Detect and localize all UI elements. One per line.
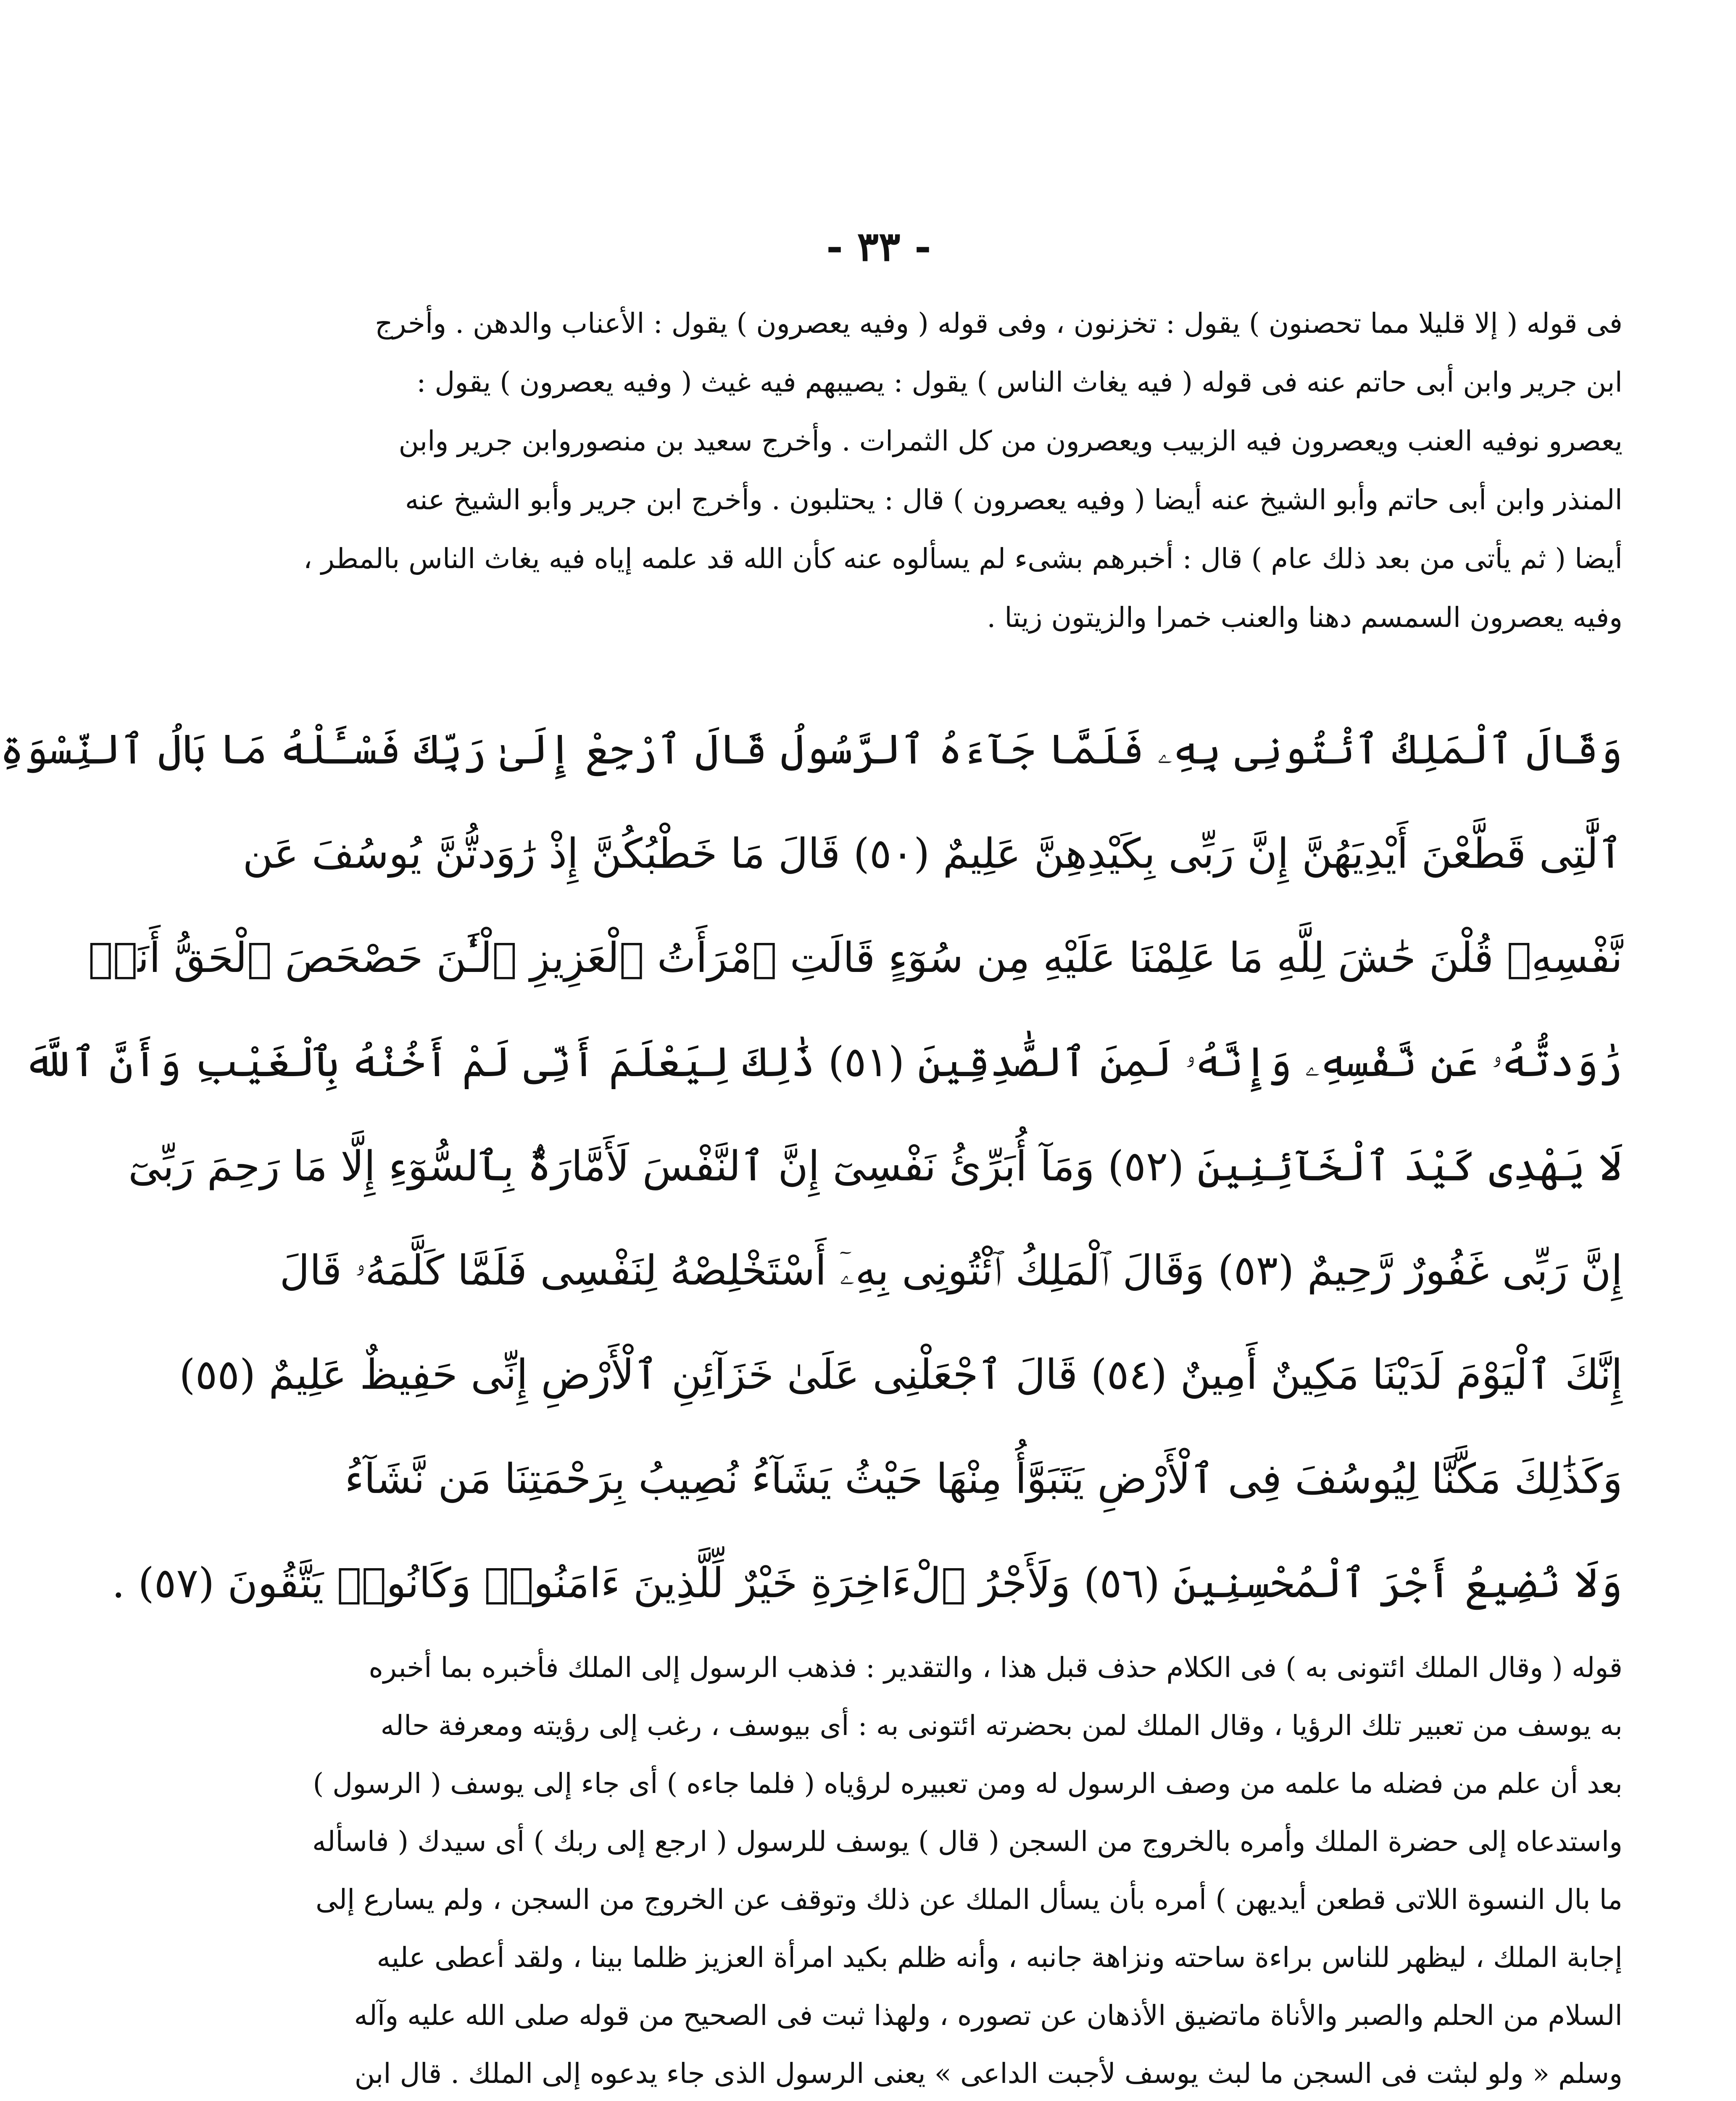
top-commentary — [185, 294, 1623, 647]
commentary-line: إجابة الملك ، ليظهر للناس براءة ساحته ونزاهة جانبه ، وأنه ظلم بكيد امرأة العزيز ظلما بينا ، ولقد أعطى عليه — [377, 1941, 1623, 1974]
verse-line: نَّفْسِهِۦ قُلْنَ حَٰشَ لِلَّهِ مَا عَلِمْنَا عَلَيْهِ مِن سُوٓءٍ قَالَتِ ٱمْرَأَتُ ٱلْعَزِيزِ ٱلْـَٰٔنَ حَصْحَصَ ٱلْحَقُّ أَنَا۠ — [88, 934, 1623, 982]
verse-line: لَا يَهْدِى كَيْدَ ٱلْخَآئِنِينَ (٥٢) وَمَآ أُبَرِّئُ نَفْسِىٓ إِنَّ ٱلنَّفْسَ لَأَمَّارَةٌۢ بِٱلسُّوٓءِ إِلَّا مَا رَحِمَ رَبِّىٓ — [128, 1143, 1623, 1190]
commentary-line: بعد أن علم من فضله ما علمه من وصف الرسول له ومن تعبيره لرؤياه ( فلما جاءه ) أى جاء إلى يوسف ( الرسول ) — [313, 1767, 1623, 1800]
page-number: - ٣٣ - — [826, 223, 931, 270]
verse-line: وَلَا نُضِيعُ أَجْرَ ٱلْمُحْسِنِينَ (٥٦) وَلَأَجْرُ ٱلْءَاخِرَةِ خَيْرٌ لِّلَّذِينَ ءَامَنُوا۟ وَكَانُوا۟ يَتَّقُونَ (٥٧) . — [112, 1559, 1623, 1607]
commentary-line: المنذر وابن أبى حاتم وأبو الشيخ عنه أيضا ( وفيه يعصرون ) قال : يحتلبون . وأخرج ابن جرير وأبو الشيخ عنه — [405, 484, 1623, 516]
commentary-line: وفيه يعصرون السمسم دهنا والعنب خمرا والزيتون زيتا . — [987, 601, 1623, 634]
commentary-line: وسلم « ولو لبثت فى السجن ما لبث يوسف لأجبت الداعى » يعنى الرسول الذى جاء يدعوه إلى الملك . قال ابن — [354, 2057, 1623, 2090]
commentary-line: السلام من الحلم والصبر والأناة ماتضيق الأذهان عن تصوره ، ولهذا ثبت فى الصحيح من قوله صلى الله عليه وآله — [354, 1999, 1623, 2032]
verse-line: رَٰوَدتُّهُۥ عَن نَّفْسِهِۦ وَإِنَّهُۥ لَمِنَ ٱلصَّٰدِقِينَ (٥١) ذَٰلِكَ لِيَعْلَمَ أَنِّى لَمْ أَخُنْهُ بِٱلْغَيْبِ وَأَنَّ ٱللَّهَ — [24, 1038, 1623, 1086]
commentary-line: أيضا ( ثم يأتى من بعد ذلك عام ) قال : أخبرهم بشىء لم يسألوه عنه كأن الله قد علمه إياه فيه يغاث الناس بالمطر ، — [303, 542, 1623, 575]
verse-line: وَقَالَ ٱلْمَلِكُ ٱئْتُونِى بِهِۦ فَلَمَّا جَآءَهُ ٱلرَّسُولُ قَالَ ٱرْجِعْ إِلَىٰ رَبِّكَ فَسْـَٔلْهُ مَا بَالُ ٱلنِّسْوَةِ — [0, 726, 1623, 774]
verse-line: ٱلَّٰتِى قَطَّعْنَ أَيْدِيَهُنَّ إِنَّ رَبِّى بِكَيْدِهِنَّ عَلِيمٌ (٥٠) قَالَ مَا خَطْبُكُنَّ إِذْ رَٰوَدتُّنَّ يُوسُفَ عَن — [242, 830, 1623, 878]
commentary-line: قوله ( وقال الملك ائتونى به ) فى الكلام حذف قبل هذا ، والتقدير : فذهب الرسول إلى الملك فأخبره بما أخبره — [369, 1651, 1623, 1684]
commentary-line: به يوسف من تعبير تلك الرؤيا ، وقال الملك لمن بحضرته ائتونى به : أى بيوسف ، رغب إلى رؤيته ومعرفة حاله — [380, 1709, 1623, 1742]
commentary-line: ابن جرير وابن أبى حاتم عنه فى قوله ( فيه يغاث الناس ) يقول : يصيبهم فيه غيث ( وفيه يعصرون ) يقول : — [416, 366, 1623, 398]
quran-verses — [0, 698, 1623, 1635]
commentary-line: واستدعاه إلى حضرة الملك وأمره بالخروج من السجن ( قال ) يوسف للرسول ( ارجع إلى ربك ) أى سيدك ( فاسأله — [312, 1825, 1623, 1858]
verse-line: إِنَّكَ ٱلْيَوْمَ لَدَيْنَا مَكِينٌ أَمِينٌ (٥٤) قَالَ ٱجْعَلْنِى عَلَىٰ خَزَآئِنِ ٱلْأَرْضِ إِنِّى حَفِيظٌ عَلِيمٌ (٥٥) — [179, 1351, 1623, 1399]
bottom-commentary — [185, 1639, 1623, 2101]
commentary-line: يعصرو نوفيه العنب ويعصرون فيه الزبيب ويعصرون من كل الثمرات . وأخرج سعيد بن منصوروابن جرير وابن — [398, 425, 1623, 457]
commentary-line: ما بال النسوة اللاتى قطعن أيديهن ) أمره بأن يسأل الملك عن ذلك وتوقف عن الخروج من السجن ، ولم يسارع إلى — [315, 1883, 1623, 1916]
verse-line: إِنَّ رَبِّى غَفُورٌ رَّحِيمٌ (٥٣) وَقَالَ ٱلْمَلِكُ ٱئْتُونِى بِهِۦٓ أَسْتَخْلِصْهُ لِنَفْسِى فَلَمَّا كَلَّمَهُۥ قَالَ — [279, 1247, 1623, 1295]
verse-line: وَكَذَٰلِكَ مَكَّنَّا لِيُوسُفَ فِى ٱلْأَرْضِ يَتَبَوَّأُ مِنْهَا حَيْثُ يَشَآءُ نُصِيبُ بِرَحْمَتِنَا مَن نَّشَآءُ — [345, 1455, 1623, 1503]
commentary-line: فى قوله ( إلا قليلا مما تحصنون ) يقول : تخزنون ، وفى قوله ( وفيه يعصرون ) يقول : الأعناب والدهن . وأخرج — [375, 307, 1623, 340]
